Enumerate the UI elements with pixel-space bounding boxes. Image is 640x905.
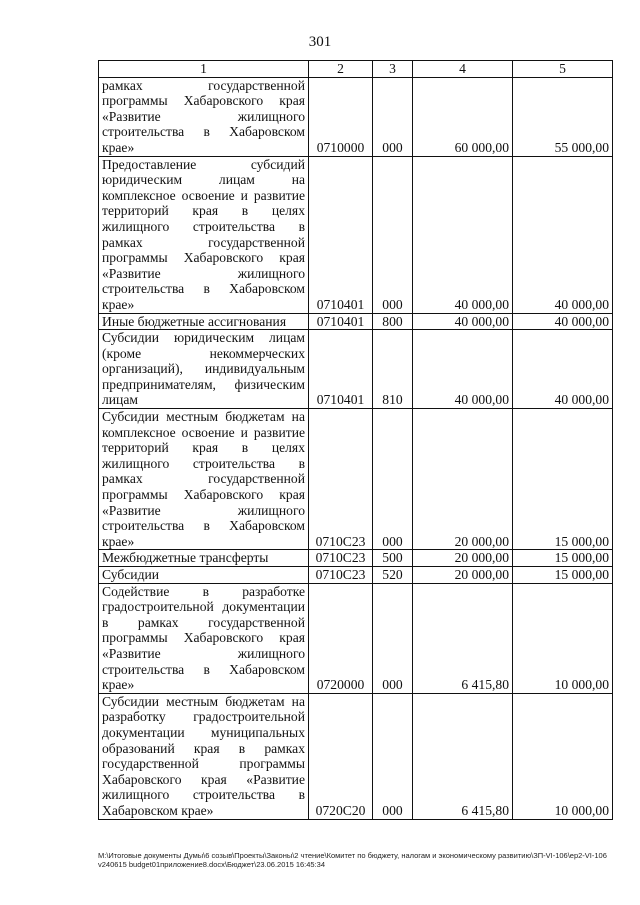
row-name-cell: Содействие в разработке градостроительной документации в рамках государственной программы Хабаровского края «Развитие жилищного строительства в Хабаровском крае» [99,583,309,693]
header-col-4: 4 [413,61,513,78]
table-row [99,330,613,409]
row-vr-code-cell: 000 [373,156,413,313]
table-row [99,313,613,330]
row-sum-2-cell: 10 000,00 [513,583,613,693]
row-name-cell: Субсидии местным бюджетам на разработку градостроительной документации муниципальных образований края в рамках государственной программы Хабаровского края «Развитие жилищного строительства в Хабаровском крае» [99,693,309,819]
table-body [99,77,613,819]
header-col-3: 3 [373,61,413,78]
row-name-cell: рамках государственной программы Хабаровского края «Развитие жилищного строительства в Хабаровском крае» [99,77,309,156]
row-sum-2-cell: 15 000,00 [513,567,613,584]
table-header-row [99,61,613,78]
row-sum-2-cell: 40 000,00 [513,330,613,409]
row-csr-code-cell: 0710000 [309,77,373,156]
row-name-cell: Предоставление субсидий юридическим лицам на комплексное освоение и развитие территорий края в целях жилищного строительства в рамках государственной программы Хабаровского края «Развитие жилищного строительства в Хабаровском крае» [99,156,309,313]
row-csr-code-cell: 0720С20 [309,693,373,819]
row-sum-1-cell: 20 000,00 [413,550,513,567]
row-sum-1-cell: 40 000,00 [413,156,513,313]
table-row [99,567,613,584]
row-name-cell: Межбюджетные трансферты [99,550,309,567]
document-path-footer: M:\Итоговые документы Думы\6 созыв\Проекты\Законы\2 чтение\Комитет по бюджету, налогам и экономическому развитию\ЗП-VI-106\ер2-VI-106 v240615 budget01приложение8.docx\Бюджет\23.06.2015 16:45:34 [98,851,607,869]
row-sum-1-cell: 6 415,80 [413,693,513,819]
row-sum-2-cell: 40 000,00 [513,156,613,313]
row-sum-1-cell: 20 000,00 [413,567,513,584]
table-row [99,693,613,819]
header-col-5: 5 [513,61,613,78]
row-name-cell: Субсидии местным бюджетам на комплексное освоение и развитие территорий края в целях жилищного строительства в рамках государственной программы Хабаровского края «Развитие жилищного строительства в Хабаровском крае» [99,409,309,550]
row-name-cell: Субсидии [99,567,309,584]
header-col-2: 2 [309,61,373,78]
row-csr-code-cell: 0710С23 [309,550,373,567]
row-sum-1-cell: 40 000,00 [413,330,513,409]
row-sum-2-cell: 40 000,00 [513,313,613,330]
row-sum-2-cell: 15 000,00 [513,550,613,567]
header-col-1: 1 [99,61,309,78]
table-row [99,409,613,550]
row-sum-2-cell: 15 000,00 [513,409,613,550]
row-vr-code-cell: 000 [373,409,413,550]
row-vr-code-cell: 520 [373,567,413,584]
row-vr-code-cell: 000 [373,583,413,693]
row-name-cell: Иные бюджетные ассигнования [99,313,309,330]
row-csr-code-cell: 0710401 [309,156,373,313]
row-csr-code-cell: 0710401 [309,330,373,409]
row-csr-code-cell: 0720000 [309,583,373,693]
row-vr-code-cell: 500 [373,550,413,567]
row-vr-code-cell: 810 [373,330,413,409]
row-sum-1-cell: 20 000,00 [413,409,513,550]
row-vr-code-cell: 000 [373,77,413,156]
table-row [99,77,613,156]
table-row [99,156,613,313]
budget-table [98,60,613,820]
table-row [99,583,613,693]
row-sum-1-cell: 6 415,80 [413,583,513,693]
row-vr-code-cell: 800 [373,313,413,330]
row-csr-code-cell: 0710401 [309,313,373,330]
table-row [99,550,613,567]
row-sum-1-cell: 60 000,00 [413,77,513,156]
row-vr-code-cell: 000 [373,693,413,819]
row-sum-2-cell: 55 000,00 [513,77,613,156]
page-number: 301 [308,34,332,50]
row-sum-1-cell: 40 000,00 [413,313,513,330]
row-sum-2-cell: 10 000,00 [513,693,613,819]
row-csr-code-cell: 0710С23 [309,409,373,550]
row-name-cell: Субсидии юридическим лицам (кроме некоммерческих организаций), индивидуальным предпринимателям, физическим лицам [99,330,309,409]
row-csr-code-cell: 0710С23 [309,567,373,584]
